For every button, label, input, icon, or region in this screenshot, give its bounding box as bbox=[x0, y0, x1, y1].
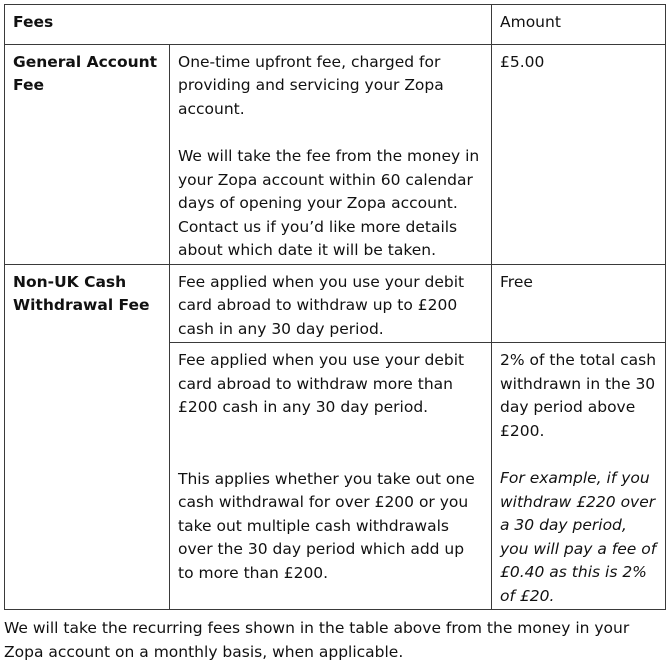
description-paragraph: We will take the fee from the money in your Zopa account within 60 calendar days of opening your Zopa account. Contact us if you’d like more details about which date it will be taken. bbox=[178, 147, 480, 259]
fee-amount bbox=[492, 343, 666, 610]
description-paragraph: This applies whether you take out one cash withdrawal for over £200 or you take out multiple cash withdrawals over the 30 day period which add up to more than £200. bbox=[178, 469, 475, 582]
description-paragraph: One-time upfront fee, charged for providing and servicing your Zopa account. bbox=[178, 52, 444, 118]
fee-description bbox=[170, 44, 492, 264]
footer-note: We will take the recurring fees shown in the table above from the money in your Zopa account on a monthly basis, when applicable. bbox=[4, 619, 630, 661]
amount-text: 2% of the total cash withdrawn in the 30 day period above £200. bbox=[500, 351, 657, 440]
table-header-row bbox=[5, 5, 666, 45]
fees-header: Fees bbox=[5, 5, 492, 45]
fee-amount: Free bbox=[492, 264, 666, 343]
fee-amount: £5.00 bbox=[492, 44, 666, 264]
fees-table bbox=[4, 4, 666, 610]
fee-name: General Account Fee bbox=[5, 44, 170, 264]
fee-description: Fee applied when you use your debit card abroad to withdraw up to £200 cash in any 30 day period. bbox=[170, 264, 492, 343]
table-row bbox=[5, 44, 666, 264]
amount-example: For example, if you withdraw £220 over a 30 day period, you will pay a fee of £0.40 as this is 2% of £20. bbox=[500, 469, 657, 605]
fee-name: Non-UK Cash Withdrawal Fee bbox=[5, 264, 170, 610]
amount-header: Amount bbox=[492, 5, 666, 45]
table-row bbox=[5, 264, 666, 343]
description-paragraph: Fee applied when you use your debit card abroad to withdraw more than £200 cash in any 30 day period. bbox=[178, 351, 465, 416]
fee-description bbox=[170, 343, 492, 610]
